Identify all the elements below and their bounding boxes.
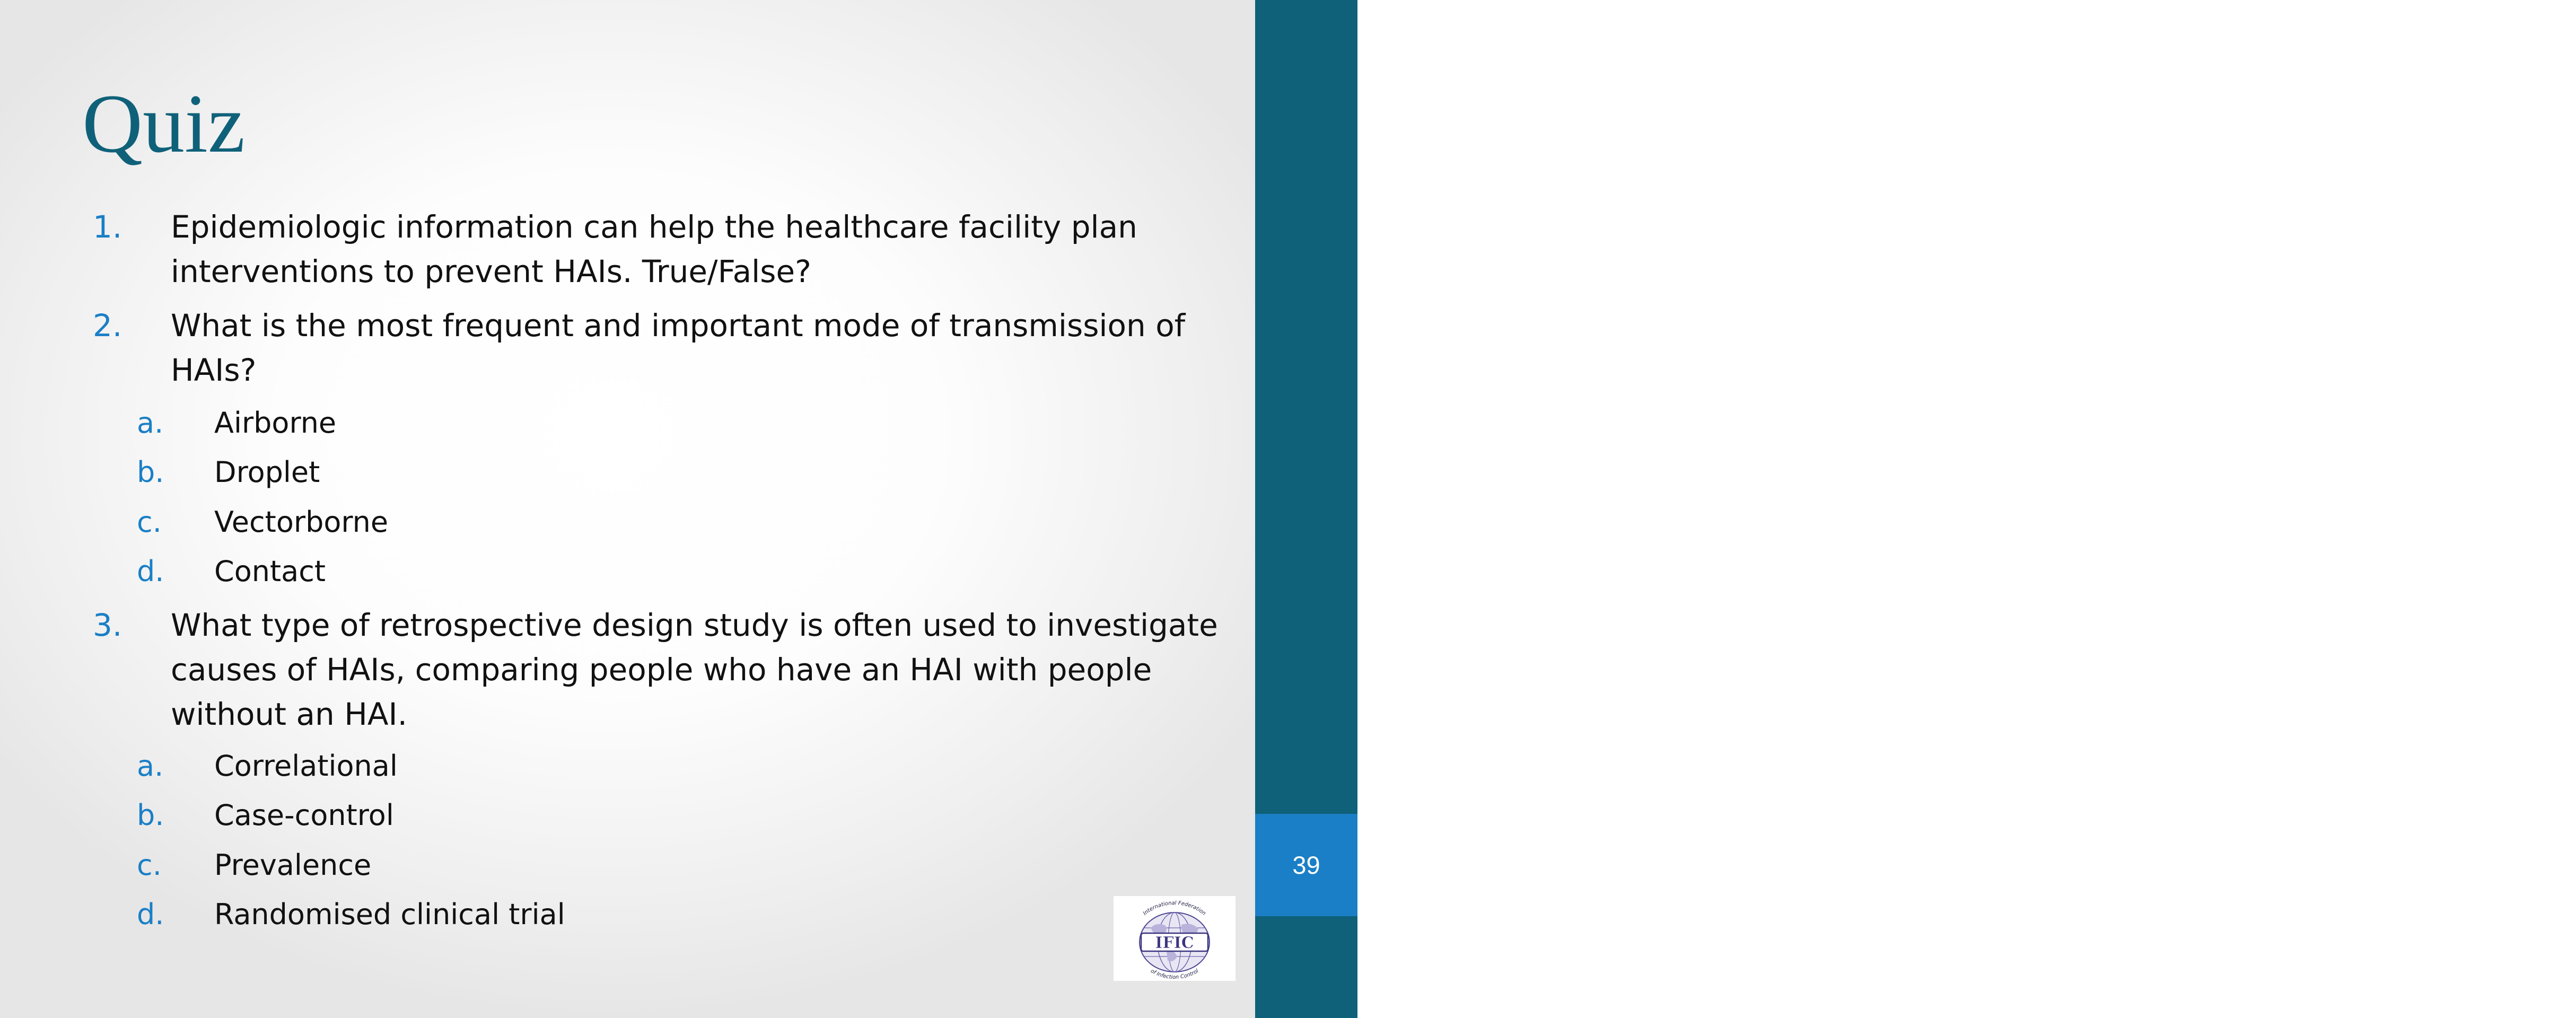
option-text: Correlational	[214, 749, 398, 783]
option-letter: d.	[137, 555, 164, 588]
option-text: Case-control	[214, 798, 394, 832]
ific-globe-icon	[1114, 896, 1236, 981]
logo-arc-top: International Federation	[1142, 900, 1207, 917]
option-letter: b.	[137, 798, 164, 832]
question-text: What type of retrospective design study is often used to investigate causes of HAIs, comparing people who have an HAI with people without an HAI.	[171, 607, 1218, 732]
question-number: 1.	[93, 209, 122, 245]
page-number-box	[1255, 814, 1357, 916]
question-text: What is the most frequent and important mode of transmission of HAIs?	[171, 308, 1186, 388]
option-letter: a.	[137, 406, 164, 440]
question-number: 3.	[93, 607, 122, 643]
option-text: Randomised clinical trial	[214, 898, 565, 931]
option-text: Contact	[214, 555, 326, 588]
option-text: Prevalence	[214, 848, 372, 882]
page-number: 39	[1292, 851, 1320, 879]
option-letter: d.	[137, 898, 164, 931]
option-text: Vectorborne	[214, 505, 389, 539]
logo-text: IFIC	[1155, 934, 1194, 952]
option-text: Airborne	[214, 406, 337, 440]
logo-arc-bottom: of Infection Control	[1149, 968, 1200, 981]
question-text: Epidemiologic information can help the healthcare facility plan interventions to prevent HAIs. True/False?	[171, 209, 1137, 289]
option-letter: b.	[137, 455, 164, 489]
question-number: 2.	[93, 308, 122, 344]
slide-date: December 1, 2013	[2547, 175, 2575, 398]
option-letter: c.	[137, 505, 162, 539]
option-text: Droplet	[214, 455, 320, 489]
slide-title: Quiz	[82, 77, 246, 170]
option-letter: a.	[137, 749, 164, 783]
ific-logo	[1114, 896, 1236, 981]
option-letter: c.	[137, 848, 162, 882]
